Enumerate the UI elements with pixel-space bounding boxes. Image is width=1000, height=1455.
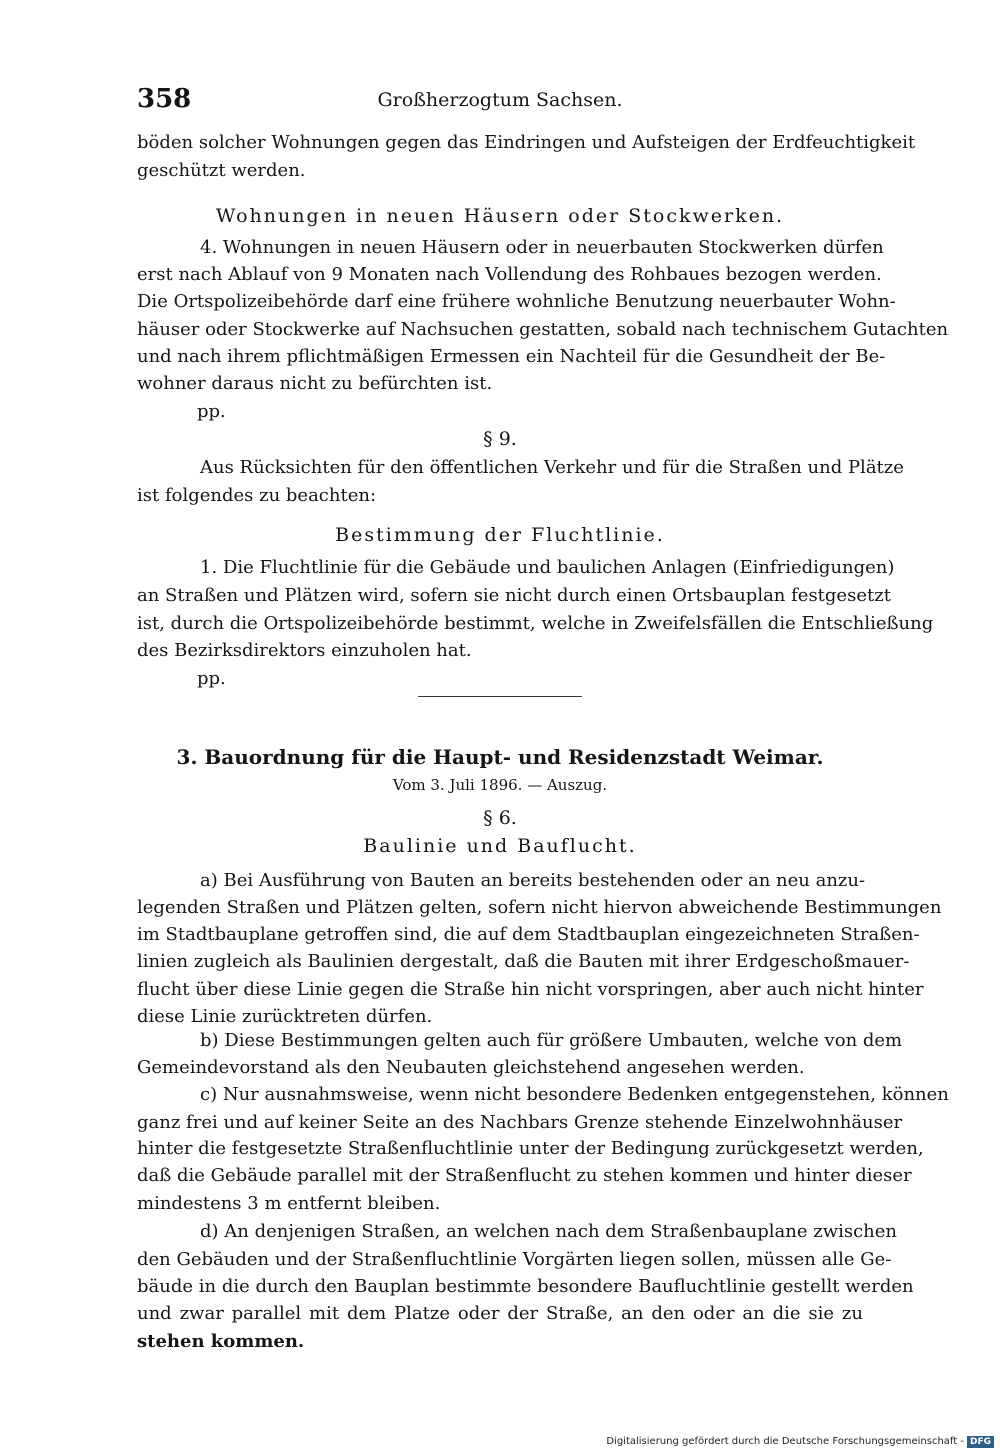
- paragraph-line: diese Linie zurücktreten dürfen.: [137, 1006, 433, 1027]
- document-title: 3. Bauordnung für die Haupt- und Residenzstadt Weimar.: [176, 745, 824, 769]
- paragraph-line: Die Ortspolizeibehörde darf eine frühere wohnliche Benutzung neuerbauter Wohn-: [137, 291, 896, 312]
- document-subtitle: Vom 3. Juli 1896. — Auszug.: [392, 776, 608, 794]
- section-divider: [418, 696, 582, 697]
- paragraph-line: und zwar parallel mit dem Platze oder der Straße, an den oder an die sie zu: [137, 1303, 863, 1324]
- digitization-credit: [606, 1434, 994, 1450]
- paragraph-line: a) Bei Ausführung von Bauten an bereits bestehenden oder an neu anzu-: [200, 870, 866, 891]
- paragraph-line: 4. Wohnungen in neuen Häusern oder in neuerbauten Stockwerken dürfen: [200, 237, 884, 258]
- paragraph-line: bäude in die durch den Bauplan bestimmte besondere Baufluchtlinie gestellt werden: [137, 1276, 914, 1297]
- page-number: 358: [137, 84, 192, 114]
- omission-marker: pp.: [197, 401, 226, 422]
- paragraph-line: den Gebäuden und der Straßenfluchtlinie Vorgärten liegen sollen, müssen alle Ge-: [137, 1249, 892, 1270]
- paragraph-line: d) An denjenigen Straßen, an welchen nach dem Straßenbauplane zwischen: [200, 1221, 898, 1242]
- paragraph-line: erst nach Ablauf von 9 Monaten nach Vollendung des Rohbaues bezogen werden.: [137, 264, 882, 285]
- running-title: Großherzogtum Sachsen.: [377, 89, 623, 111]
- paragraph-line: an Straßen und Plätzen wird, sofern sie nicht durch einen Ortsbauplan festgesetzt: [137, 585, 891, 606]
- continuation-line: geschützt werden.: [137, 160, 306, 181]
- credit-text: Digitalisierung gefördert durch die Deutsche Forschungsgemeinschaft -: [606, 1436, 964, 1447]
- paragraph-line: des Bezirksdirektors einzuholen hat.: [137, 640, 472, 661]
- paragraph-line: wohner daraus nicht zu befürchten ist.: [137, 373, 493, 394]
- section-heading: Bestimmung der Fluchtlinie.: [335, 524, 665, 546]
- paragraph-line: mindestens 3 m entfernt bleiben.: [137, 1193, 441, 1214]
- paragraph-line: 1. Die Fluchtlinie für die Gebäude und baulichen Anlagen (Einfriedigungen): [200, 557, 895, 578]
- paragraph-line: ist, durch die Ortspolizeibehörde bestimmt, welche in Zweifelsfällen die Entschließung: [137, 613, 934, 634]
- paragraph-line: flucht über diese Linie gegen die Straße hin nicht vorspringen, aber auch nicht hinter: [137, 979, 924, 1000]
- omission-marker: pp.: [197, 668, 226, 689]
- paragraph-line: ist folgendes zu beachten:: [137, 485, 377, 506]
- paragraph-line: Aus Rücksichten für den öffentlichen Verkehr und für die Straßen und Plätze: [200, 457, 904, 478]
- paragraph-line: linien zugleich als Baulinien dergestalt, daß die Bauten mit ihrer Erdgeschoßmauer-: [137, 951, 910, 972]
- continuation-line: böden solcher Wohnungen gegen das Eindringen und Aufsteigen der Erdfeuchtigkeit: [137, 132, 916, 153]
- section-heading: Baulinie und Bauflucht.: [363, 835, 637, 857]
- paragraph-line: und nach ihrem pflichtmäßigen Ermessen ein Nachteil für die Gesundheit der Be-: [137, 346, 886, 367]
- section-number: § 6.: [483, 807, 517, 829]
- paragraph-line: legenden Straßen und Plätzen gelten, sofern nicht hiervon abweichende Bestimmungen: [137, 897, 942, 918]
- paragraph-line: hinter die festgesetzte Straßenfluchtlinie unter der Bedingung zurückgesetzt werden,: [137, 1138, 924, 1159]
- paragraph-line: stehen kommen.: [137, 1331, 305, 1352]
- paragraph-line: häuser oder Stockwerke auf Nachsuchen gestatten, sobald nach technischem Gutachten: [137, 319, 949, 340]
- paragraph-line: ganz frei und auf keiner Seite an des Nachbars Grenze stehende Einzelwohnhäuser: [137, 1112, 903, 1133]
- paragraph-line: c) Nur ausnahmsweise, wenn nicht besondere Bedenken entgegenstehen, können: [200, 1084, 949, 1105]
- paragraph-line: Gemeindevorstand als den Neubauten gleichstehend angesehen werden.: [137, 1057, 805, 1078]
- paragraph-line: b) Diese Bestimmungen gelten auch für größere Umbauten, welche von dem: [200, 1030, 903, 1051]
- section-heading: Wohnungen in neuen Häusern oder Stockwerken.: [215, 205, 785, 227]
- paragraph-line: daß die Gebäude parallel mit der Straßenflucht zu stehen kommen und hinter dieser: [137, 1165, 912, 1186]
- paragraph-line: im Stadtbauplane getroffen sind, die auf dem Stadtbauplan eingezeichneten Straßen-: [137, 924, 920, 945]
- section-number: § 9.: [483, 428, 517, 450]
- dfg-logo: DFG: [967, 1436, 994, 1448]
